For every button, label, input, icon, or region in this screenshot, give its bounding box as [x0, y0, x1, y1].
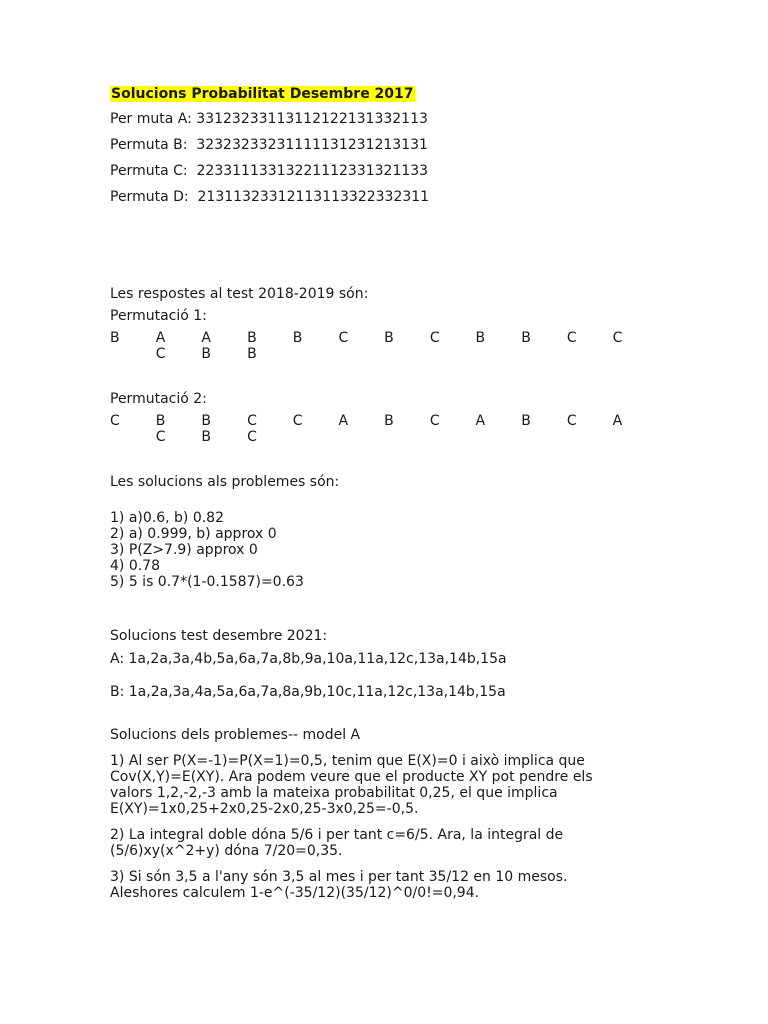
document-body [110, 84, 730, 901]
problem-answer: 2) a) 0.999, b) approx 0 [110, 526, 277, 542]
permutation-b [110, 137, 730, 153]
answer-letter: C [155, 346, 166, 362]
permutation-label: Permuta B: [110, 137, 188, 153]
solution-line: (5/6)xy(x^2+y) dóna 7/20=0,35. [110, 843, 343, 859]
perm2-row1 [110, 413, 730, 429]
problems-2018-heading: Les solucions als problemes són: [110, 474, 340, 490]
answer-letter: C [429, 413, 440, 429]
answer-letter: C [429, 330, 440, 346]
permutation-answers: 21311323312113113322332311 [197, 189, 430, 205]
permutation-d [110, 189, 730, 205]
solution-line: valors 1,2,-2,-3 amb la mateixa probabilitat 0,25, el que implica [110, 785, 558, 801]
test-2021-heading: Solucions test desembre 2021: [110, 628, 328, 644]
permutation-answers: 22331113313221112331321133 [196, 163, 429, 179]
permutation-label: Permuta D: [110, 189, 189, 205]
answer-letter: A [155, 330, 166, 346]
problems-model-a-section [110, 727, 730, 901]
problems-2018-list [110, 510, 730, 590]
problem-1-solution [110, 753, 730, 817]
permutations-2017 [110, 111, 730, 205]
perm1-row1 [110, 330, 730, 346]
problem-answer: 4) 0.78 [110, 558, 160, 574]
problem-answer: 3) P(Z>7.9) approx 0 [110, 542, 258, 558]
answer-letter: B [110, 330, 120, 346]
answer-letter: B [247, 330, 257, 346]
answer-letter: C [566, 330, 577, 346]
test-2021-section [110, 628, 730, 700]
perm1-label: Permutació 1: [110, 308, 207, 324]
answer-letter: C [247, 413, 257, 429]
answer-letter: B [247, 346, 257, 362]
perm2-label: Permutació 2: [110, 391, 207, 407]
perm1-answers [110, 330, 730, 362]
answer-letter: A [475, 413, 486, 429]
solution-line: 3) Si són 3,5 a l'any són 3,5 al mes i per tant 35/12 en 10 mesos. [110, 869, 568, 885]
solution-line: Cov(X,Y)=E(XY). Ara podem veure que el producte XY pot pendre els [110, 769, 593, 785]
answer-letter: B [521, 330, 531, 346]
perm2-answers [110, 413, 730, 445]
answer-letter: C [612, 330, 623, 346]
answer-letter: B [201, 413, 211, 429]
problem-3-solution [110, 869, 730, 901]
problem-answer: 1) a)0.6, b) 0.82 [110, 510, 224, 526]
test-2018-heading: Les respostes al test 2018-2019 són: [110, 286, 369, 302]
permutation-a [110, 111, 730, 127]
answer-letter: B [201, 346, 211, 362]
permutation-label: Per muta A: [110, 111, 192, 127]
solution-line: E(XY)=1x0,25+2x0,25-2x0,25-3x0,25=-0,5. [110, 801, 419, 817]
solution-line: 2) La integral doble dóna 5/6 i per tant c=6/5. Ara, la integral de [110, 827, 564, 843]
solution-line: Aleshores calculem 1-e^(-35/12)(35/12)^0/0!=0,94. [110, 885, 480, 901]
answer-letter: A [612, 413, 623, 429]
answer-letter: A [338, 413, 349, 429]
problems-model-a-heading: Solucions dels problemes-- model A [110, 727, 361, 743]
answer-letter: C [338, 330, 349, 346]
test-2021-model-b: B: 1a,2a,3a,4a,5a,6a,7a,8a,9b,10c,11a,12c,13a,14b,15a [110, 684, 506, 700]
answer-letter: C [566, 413, 577, 429]
problems-2018-section [110, 474, 730, 590]
answer-letter: B [384, 413, 394, 429]
answer-letter: B [292, 330, 303, 346]
answer-letter: B [155, 413, 166, 429]
permutation-answers: 32323233231111131231213131 [196, 137, 428, 153]
answer-letter: B [384, 330, 394, 346]
answer-letter: C [155, 429, 166, 445]
answer-letter: B [475, 330, 486, 346]
answer-letter: A [201, 330, 211, 346]
problem-answer: 5) 5 is 0.7*(1-0.1587)=0.63 [110, 574, 304, 590]
answer-letter: C [247, 429, 257, 445]
perm2-row2 [110, 429, 730, 445]
perm1-row2 [110, 346, 730, 362]
permutation-c [110, 163, 730, 179]
test-2018-section [110, 286, 730, 445]
answer-letter: C [110, 413, 120, 429]
answer-letter: C [292, 413, 303, 429]
permutation-label: Permuta C: [110, 163, 188, 179]
problem-2-solution [110, 827, 730, 859]
answer-letter: B [521, 413, 531, 429]
document-title: Solucions Probabilitat Desembre 2017 [111, 86, 414, 102]
test-2021-model-a: A: 1a,2a,3a,4b,5a,6a,7a,8b,9a,10a,11a,12c,13a,14b,15a [110, 651, 507, 667]
answer-letter: B [201, 429, 211, 445]
solution-line: 1) Al ser P(X=-1)=P(X=1)=0,5, tenim que E(X)=0 i això implica que [110, 753, 585, 769]
permutation-answers: 33123233113112122131332113 [196, 111, 428, 127]
